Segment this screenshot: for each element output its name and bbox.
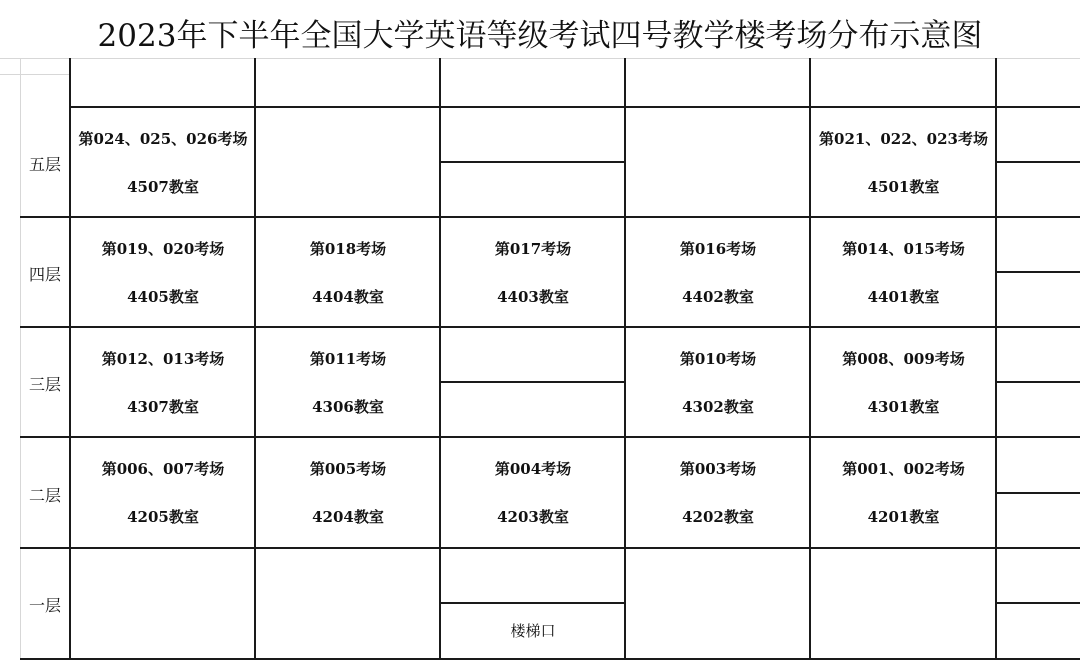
classroom-number: 4501教室 xyxy=(867,178,940,196)
exam-room-numbers: 第004考场 xyxy=(494,460,572,478)
floor-label-2: 二层 xyxy=(28,486,61,505)
sheet-gridline xyxy=(20,58,21,658)
room-cell xyxy=(626,328,810,436)
classroom-number: 4204教室 xyxy=(312,508,384,526)
exam-room-numbers: 第001、002考场 xyxy=(842,460,965,478)
table-line xyxy=(996,271,1080,273)
exam-room-numbers: 第010考场 xyxy=(679,350,757,368)
exam-room-numbers: 第018考场 xyxy=(309,240,387,258)
exam-room-numbers: 第019、020考场 xyxy=(101,240,225,258)
classroom-number: 4302教室 xyxy=(682,398,754,416)
room-cell xyxy=(811,218,996,326)
floor-label-3: 三层 xyxy=(28,375,61,394)
sheet-gridline xyxy=(0,74,70,75)
page-title: 2023年下半年全国大学英语等级考试四号教学楼考场分布示意图 xyxy=(97,18,983,54)
classroom-number: 4404教室 xyxy=(312,288,384,306)
room-cell xyxy=(71,218,255,326)
floor-label-5: 五层 xyxy=(28,155,61,174)
room-cell xyxy=(626,218,810,326)
classroom-number: 4307教室 xyxy=(127,398,199,416)
exam-room-numbers: 第006、007考场 xyxy=(101,460,225,478)
floor-label-4: 四层 xyxy=(28,265,61,284)
room-cell xyxy=(256,328,440,436)
classroom-number: 4402教室 xyxy=(682,288,754,306)
room-cell xyxy=(441,218,625,326)
exam-room-numbers: 第017考场 xyxy=(494,240,572,258)
stairway-label: 楼梯口 xyxy=(510,622,556,640)
table-line xyxy=(996,602,1080,604)
table-line xyxy=(996,161,1080,163)
classroom-number: 4203教室 xyxy=(497,508,569,526)
exam-room-numbers: 第024、025、026考场 xyxy=(78,130,248,148)
table-line xyxy=(20,547,1080,549)
room-cell xyxy=(441,438,625,547)
classroom-number: 4306教室 xyxy=(312,398,384,416)
table-line xyxy=(440,161,625,163)
classroom-number: 4202教室 xyxy=(682,508,754,526)
exam-room-numbers: 第021、022、023考场 xyxy=(819,130,988,148)
table-line xyxy=(996,381,1080,383)
classroom-number: 4507教室 xyxy=(127,178,199,196)
table-line xyxy=(440,381,625,383)
exam-room-numbers: 第016考场 xyxy=(679,240,757,258)
exam-room-numbers: 第014、015考场 xyxy=(842,240,965,258)
room-cell xyxy=(71,438,255,547)
table-line xyxy=(996,492,1080,494)
room-cell xyxy=(811,108,996,216)
classroom-number: 4403教室 xyxy=(497,288,569,306)
room-cell xyxy=(256,438,440,547)
room-cell xyxy=(256,218,440,326)
classroom-number: 4401教室 xyxy=(867,288,940,306)
room-cell xyxy=(71,108,255,216)
room-cell xyxy=(626,438,810,547)
sheet-gridline xyxy=(0,58,1080,59)
exam-room-numbers: 第005考场 xyxy=(309,460,387,478)
classroom-number: 4301教室 xyxy=(867,398,940,416)
floor-label-1: 一层 xyxy=(28,596,61,615)
classroom-number: 4205教室 xyxy=(127,508,199,526)
room-cell xyxy=(811,328,996,436)
exam-room-numbers: 第011考场 xyxy=(309,350,387,368)
room-cell xyxy=(811,438,996,547)
room-cell xyxy=(71,328,255,436)
exam-room-numbers: 第008、009考场 xyxy=(842,350,965,368)
classroom-number: 4201教室 xyxy=(867,508,940,526)
exam-room-numbers: 第003考场 xyxy=(679,460,757,478)
classroom-number: 4405教室 xyxy=(127,288,199,306)
exam-room-numbers: 第012、013考场 xyxy=(101,350,225,368)
